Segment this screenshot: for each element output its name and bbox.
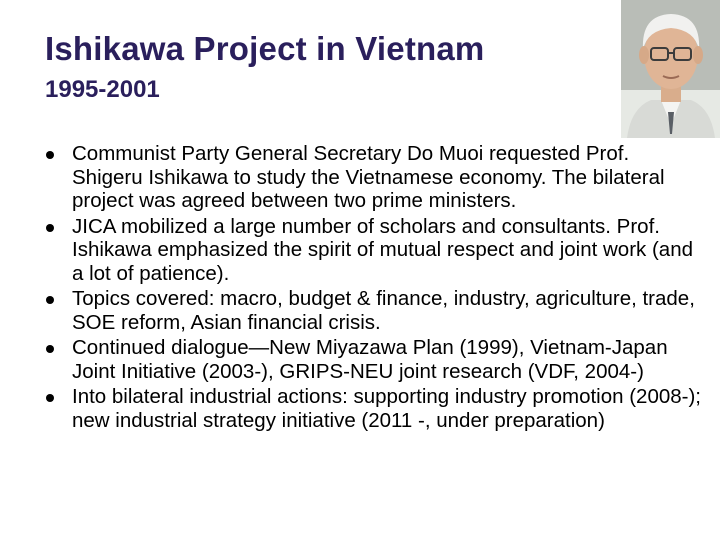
bullet-text: Topics covered: macro, budget & finance, industry, agriculture, trade, SOE reform, Asian financial crisis. <box>72 287 695 334</box>
bullet-item <box>45 385 705 432</box>
bullet-text: Communist Party General Secretary Do Muoi requested Prof. Shigeru Ishikawa to study the Vietnamese economy. The bilateral project was agreed between two prime ministers. <box>72 142 665 212</box>
bullet-text: JICA mobilized a large number of scholars and consultants. Prof. Ishikawa emphasized the spirit of mutual respect and joint work (and a lot of patience). <box>72 214 694 285</box>
portrait-illustration <box>621 0 720 138</box>
bullet-item <box>45 142 705 213</box>
bullet-text: Into bilateral industrial actions: supporting industry promotion (2008-); new industrial strategy initiative (2011 -, under preparation) <box>72 385 701 432</box>
bullet-text: Continued dialogue—New Miyazawa Plan (1999), Vietnam-Japan Joint Initiative (2003-), GRIPS-NEU joint research (VDF, 2004-) <box>72 336 668 383</box>
bullet-dot-icon <box>46 345 54 353</box>
bullet-dot-icon <box>46 296 54 304</box>
portrait-photo <box>621 0 720 138</box>
bullet-dot-icon <box>46 394 54 402</box>
bullet-item <box>45 215 705 286</box>
bullet-dot-icon <box>46 151 54 159</box>
bullet-dot-icon <box>46 224 54 232</box>
bullet-item <box>45 287 705 334</box>
bullet-item <box>45 336 705 383</box>
slide-title: Ishikawa Project in Vietnam <box>45 30 485 67</box>
slide-subtitle: 1995-2001 <box>45 76 160 103</box>
bullet-list <box>45 142 705 434</box>
